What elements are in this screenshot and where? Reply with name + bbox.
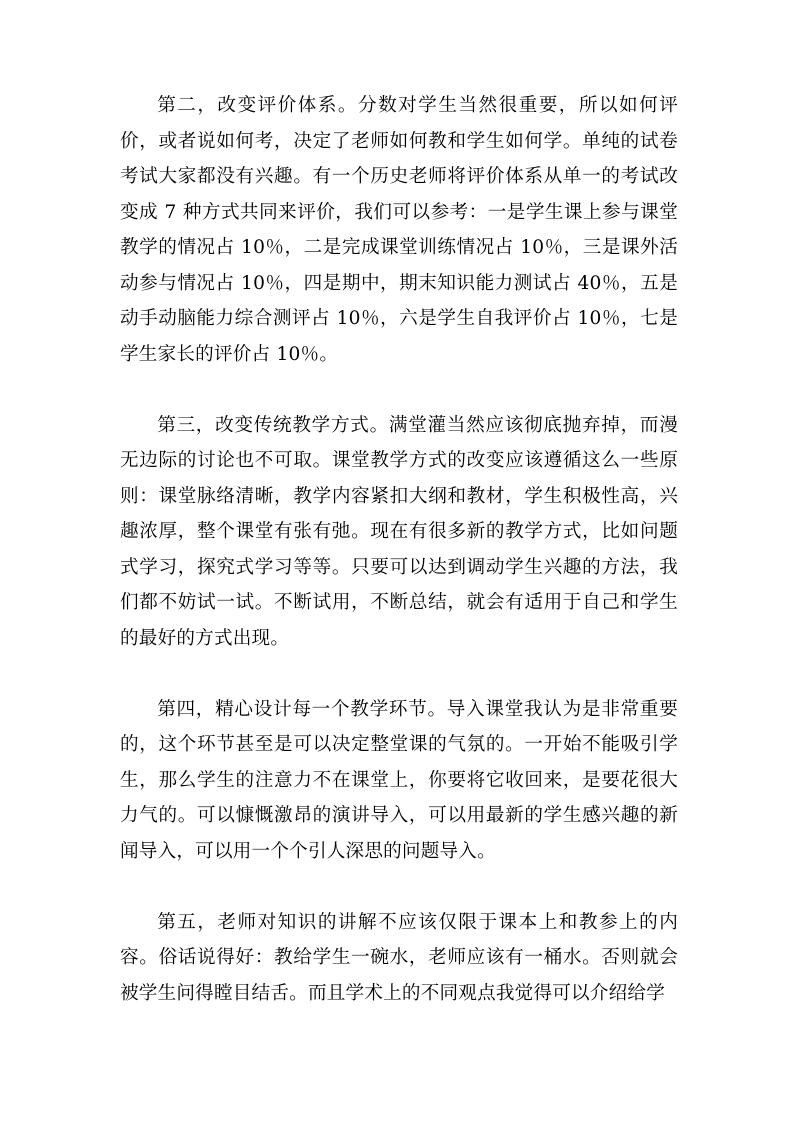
paragraph-gap [120, 372, 678, 408]
paragraph-gap [120, 656, 678, 692]
paragraph-evaluation-system: 第二，改变评价体系。分数对学生当然很重要，所以如何评价，或者说如何考，决定了老师如何教和学生如何学。单纯的试卷考试大家都没有兴趣。有一个历史老师将评价体系从单一的考试改变成 7 种方式共同来评价，我们可以参考：一是学生课上参与课堂教学的情况占 10％，二是完成课堂训练情况占 10％，三是课外活动参与情况占 10％，四是期中，期末知识能力测试占 40％，五是动手动脑能力综合测评占 10％，六是学生自我评价占 10％，七是学生家长的评价占 10％。 [120, 95, 678, 365]
paragraph-gap [120, 869, 678, 905]
paragraph-teacher-knowledge: 第五，老师对知识的讲解不应该仅限于课本上和教参上的内容。俗话说得好：教给学生一碗水，老师应该有一桶水。否则就会被学生问得瞠目结舌。而且学术上的不同观点我觉得可以介绍给学 [120, 911, 678, 1004]
document-body [120, 88, 678, 1011]
paragraph-lesson-design: 第四，精心设计每一个教学环节。导入课堂我认为是非常重要的，这个环节甚至是可以决定整堂课的气氛的。一开始不能吸引学生，那么学生的注意力不在课堂上，你要将它收回来，是要花很大力气的。可以慷慨激昂的演讲导入，可以用最新的学生感兴趣的新闻导入，可以用一个个引人深思的问题导入。 [120, 698, 678, 862]
paragraph-teaching-methods: 第三，改变传统教学方式。满堂灌当然应该彻底抛弃掉，而漫无边际的讨论也不可取。课堂教学方式的改变应该遵循这么一些原则：课堂脉络清晰，教学内容紧扣大纲和教材，学生积极性高，兴趣浓厚，整个课堂有张有弛。现在有很多新的教学方式，比如问题式学习，探究式学习等等。只要可以达到调动学生兴趣的方法，我们都不妨试一试。不断试用，不断总结，就会有适用于自己和学生的最好的方式出现。 [120, 414, 678, 649]
